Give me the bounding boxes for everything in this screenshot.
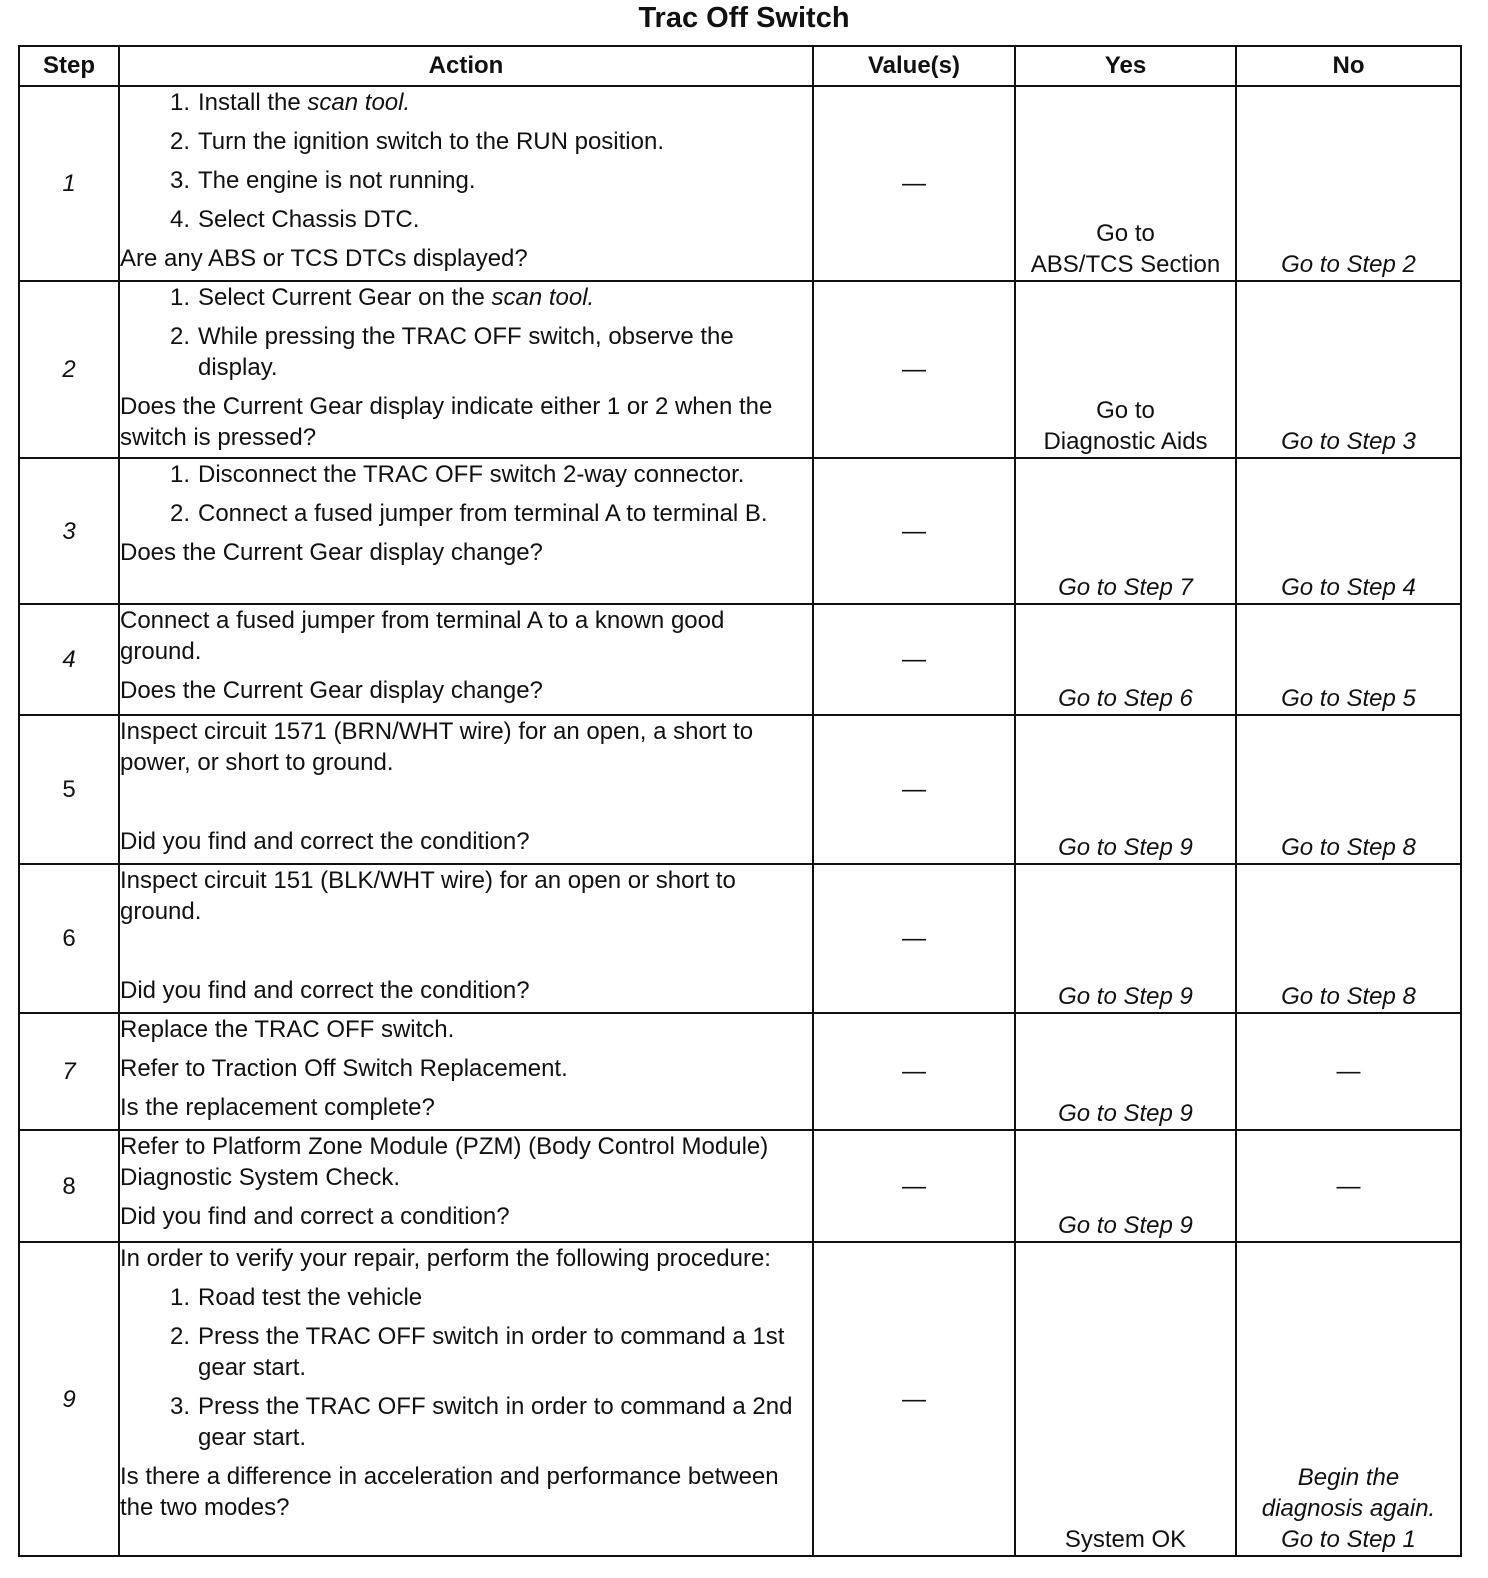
yes-cell: Go to Step 9 bbox=[1015, 864, 1236, 1013]
yes-cell: Go to Diagnostic Aids bbox=[1015, 281, 1236, 458]
action-cell bbox=[119, 864, 813, 1013]
action-question: Did you find and correct the condition? bbox=[120, 977, 530, 1004]
action-question: Are any ABS or TCS DTCs displayed? bbox=[120, 245, 528, 272]
value-cell: — bbox=[813, 86, 1015, 281]
table-row bbox=[19, 1242, 1461, 1556]
action-list-item: 2. Connect a fused jumper from terminal A to terminal B. bbox=[169, 500, 768, 527]
diagnostic-table bbox=[18, 45, 1462, 1557]
action-list-item: 3. Press the TRAC OFF switch in order to command a 2nd gear start. bbox=[169, 1393, 793, 1451]
value-cell: — bbox=[813, 281, 1015, 458]
value-cell: — bbox=[813, 715, 1015, 864]
action-cell bbox=[119, 1130, 813, 1242]
action-cell bbox=[119, 281, 813, 458]
step-number: 1 bbox=[19, 86, 119, 281]
yes-cell: System OK bbox=[1015, 1242, 1236, 1556]
action-cell bbox=[119, 1013, 813, 1130]
value-cell: — bbox=[813, 1013, 1015, 1130]
table-row bbox=[19, 604, 1461, 715]
action-cell bbox=[119, 604, 813, 715]
table-row bbox=[19, 715, 1461, 864]
action-list-item: 2. Turn the ignition switch to the RUN position. bbox=[169, 128, 664, 155]
table-row bbox=[19, 458, 1461, 604]
value-cell: — bbox=[813, 604, 1015, 715]
step-number: 9 bbox=[19, 1242, 119, 1556]
no-cell: Go to Step 4 bbox=[1236, 458, 1461, 604]
step-number: 4 bbox=[19, 604, 119, 715]
header-action: Action bbox=[119, 46, 813, 86]
action-text: Inspect circuit 151 (BLK/WHT wire) for an open or short to ground. bbox=[120, 867, 736, 925]
action-question: Did you find and correct the condition? bbox=[120, 828, 530, 855]
page-title: Trac Off Switch bbox=[638, 2, 850, 34]
action-question: Is the replacement complete? bbox=[120, 1094, 435, 1121]
action-question: Did you find and correct a condition? bbox=[120, 1203, 510, 1230]
table-row bbox=[19, 1130, 1461, 1242]
no-cell: Begin the diagnosis again. Go to Step 1 bbox=[1236, 1242, 1461, 1556]
table-header-row bbox=[19, 46, 1461, 86]
action-list-item: 4. Select Chassis DTC. bbox=[169, 206, 420, 233]
value-cell: — bbox=[813, 458, 1015, 604]
action-text: In order to verify your repair, perform the following procedure: bbox=[120, 1245, 771, 1272]
action-cell bbox=[119, 715, 813, 864]
step-number: 5 bbox=[19, 715, 119, 864]
yes-cell: Go to Step 9 bbox=[1015, 1013, 1236, 1130]
value-cell: — bbox=[813, 1242, 1015, 1556]
yes-cell: Go to Step 6 bbox=[1015, 604, 1236, 715]
step-number: 2 bbox=[19, 281, 119, 458]
action-list-item: 1. Install the scan tool. bbox=[169, 89, 411, 116]
action-list-item: 2. While pressing the TRAC OFF switch, observe the display. bbox=[169, 323, 734, 381]
no-cell: Go to Step 2 bbox=[1236, 86, 1461, 281]
no-cell: — bbox=[1236, 1013, 1461, 1130]
action-text: Connect a fused jumper from terminal A to a known good ground. bbox=[120, 607, 725, 665]
action-text: Inspect circuit 1571 (BRN/WHT wire) for an open, a short to power, or short to ground. bbox=[120, 718, 754, 776]
yes-cell: Go to Step 9 bbox=[1015, 715, 1236, 864]
value-cell: — bbox=[813, 1130, 1015, 1242]
no-cell: Go to Step 8 bbox=[1236, 864, 1461, 1013]
action-question: Is there a difference in acceleration and performance between the two modes? bbox=[120, 1463, 779, 1521]
no-cell: Go to Step 3 bbox=[1236, 281, 1461, 458]
header-values: Value(s) bbox=[813, 46, 1015, 86]
header-step: Step bbox=[19, 46, 119, 86]
yes-cell: Go to Step 9 bbox=[1015, 1130, 1236, 1242]
value-cell: — bbox=[813, 864, 1015, 1013]
action-cell bbox=[119, 86, 813, 281]
step-number: 8 bbox=[19, 1130, 119, 1242]
action-question: Does the Current Gear display change? bbox=[120, 677, 543, 704]
no-cell: Go to Step 8 bbox=[1236, 715, 1461, 864]
action-question: Does the Current Gear display change? bbox=[120, 539, 543, 566]
table-row bbox=[19, 1013, 1461, 1130]
table-row bbox=[19, 864, 1461, 1013]
header-no: No bbox=[1236, 46, 1461, 86]
action-text: Refer to Traction Off Switch Replacement. bbox=[120, 1055, 568, 1082]
step-number: 6 bbox=[19, 864, 119, 1013]
action-text: Replace the TRAC OFF switch. bbox=[120, 1016, 455, 1043]
step-number: 3 bbox=[19, 458, 119, 604]
action-list-item: 1. Disconnect the TRAC OFF switch 2-way connector. bbox=[169, 461, 745, 488]
action-list-item: 1. Select Current Gear on the scan tool. bbox=[169, 284, 595, 311]
action-text: Refer to Platform Zone Module (PZM) (Body Control Module) Diagnostic System Check. bbox=[120, 1133, 769, 1191]
action-list-item: 1. Road test the vehicle bbox=[169, 1284, 423, 1311]
action-cell bbox=[119, 458, 813, 604]
action-list-item: 3. The engine is not running. bbox=[169, 167, 476, 194]
no-cell: — bbox=[1236, 1130, 1461, 1242]
step-number: 7 bbox=[19, 1013, 119, 1130]
table-row bbox=[19, 86, 1461, 281]
yes-cell: Go to ABS/TCS Section bbox=[1015, 86, 1236, 281]
header-yes: Yes bbox=[1015, 46, 1236, 86]
action-cell bbox=[119, 1242, 813, 1556]
yes-cell: Go to Step 7 bbox=[1015, 458, 1236, 604]
table-row bbox=[19, 281, 1461, 458]
no-cell: Go to Step 5 bbox=[1236, 604, 1461, 715]
action-question: Does the Current Gear display indicate either 1 or 2 when the switch is pressed? bbox=[120, 393, 773, 451]
action-list-item: 2. Press the TRAC OFF switch in order to command a 1st gear start. bbox=[169, 1323, 785, 1381]
